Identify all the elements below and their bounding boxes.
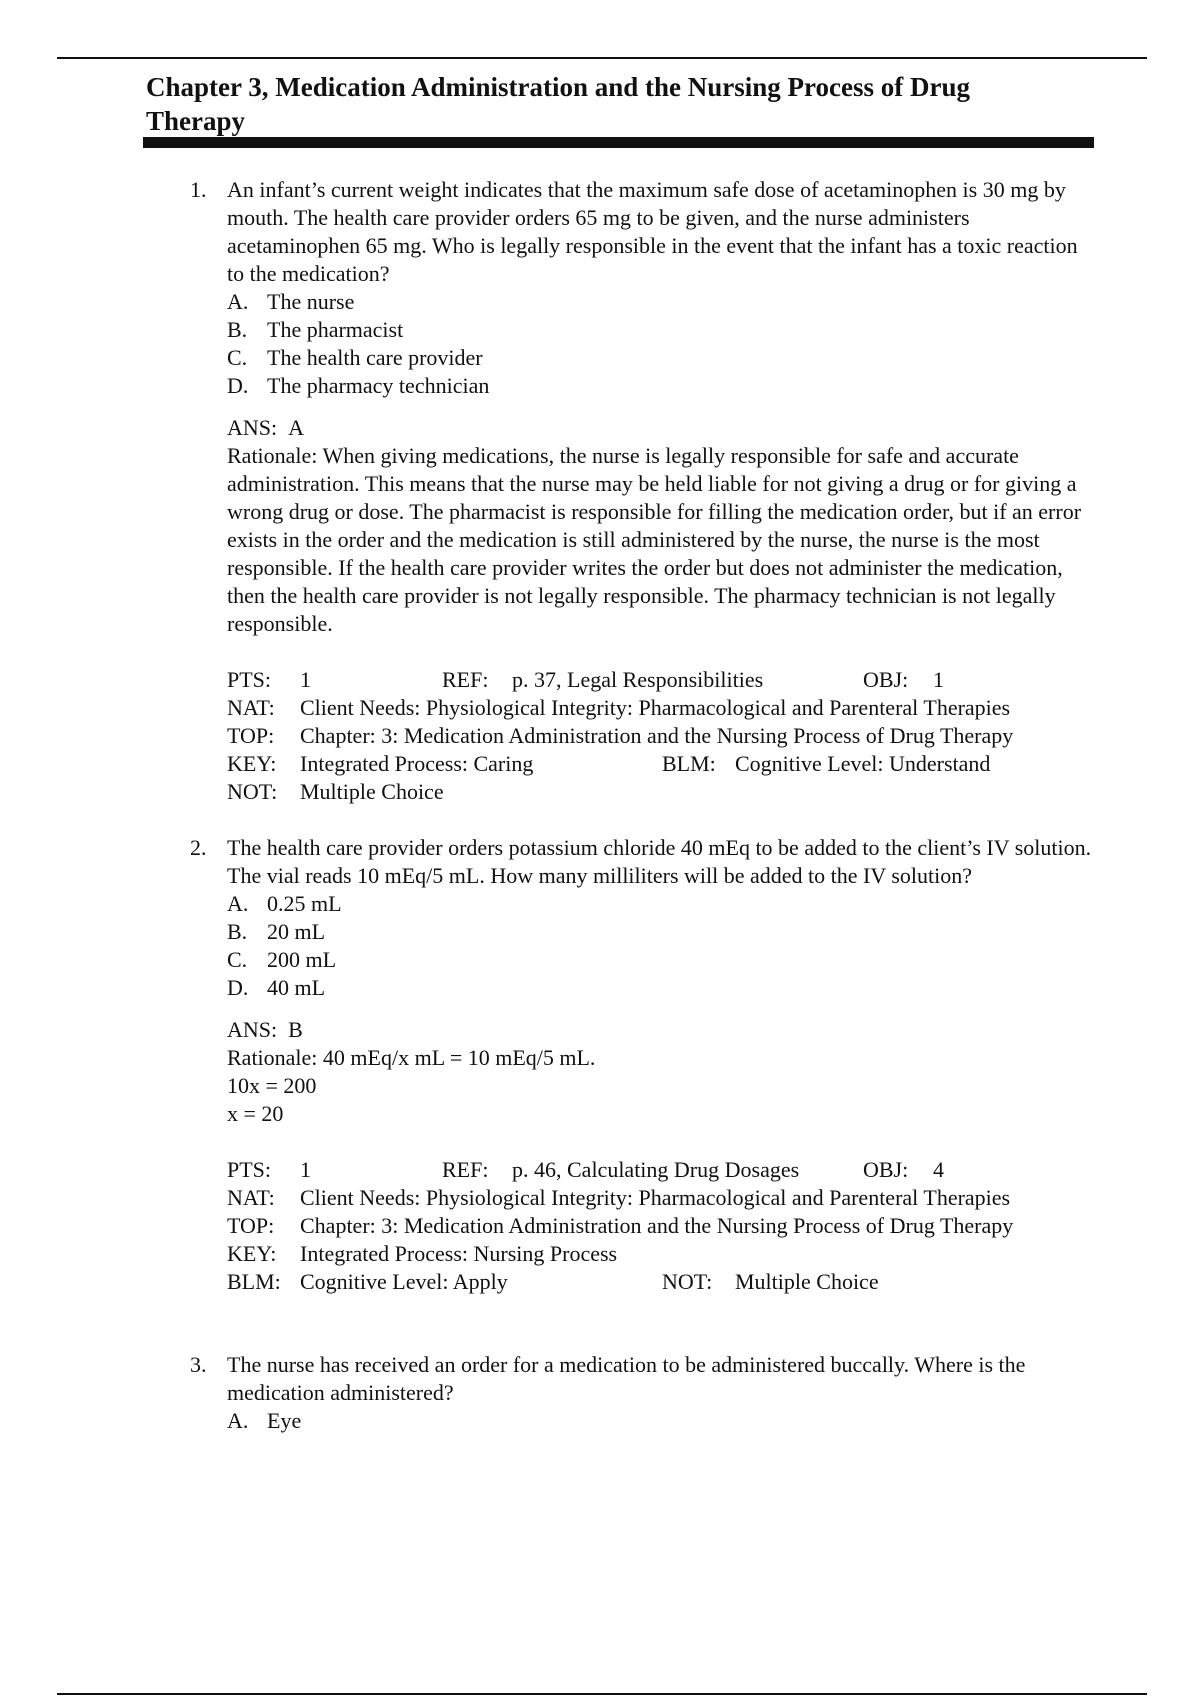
ref-value: p. 37, Legal Responsibilities — [512, 667, 764, 692]
key-value: Integrated Process: Nursing Process — [300, 1241, 618, 1266]
top-rule — [57, 57, 1147, 59]
answer-line: ANS: A — [227, 415, 305, 440]
top-value: Chapter: 3: Medication Administration and the Nursing Process of Drug Therapy — [300, 1213, 1014, 1238]
question-metadata: PTS: 1 REF: p. 37, Legal Responsibilities OBJ: 1 NAT: Client Needs: Physiological Integrity: Pharmacological and Parenteral Therapies TOP: Chapter: 3: Medication Administration and the Nursing Process of Drug Therapy KEY: Integrated Process: Caring BLM: Cognitive Level: Understand NOT: Multiple Choice — [227, 667, 1014, 804]
answer-options — [227, 288, 1097, 400]
question-stem: An infant’s current weight indicates that the maximum safe dose of acetaminophen is 30 mg by mouth. The health care provider orders 65 mg to be given, and the nurse administers acetaminophen 65 mg. Who is legally responsible in the event that the infant has a toxic reaction to the medication? — [227, 177, 1078, 286]
question-number: 1. — [190, 177, 207, 202]
obj-value: 4 — [933, 1157, 944, 1182]
question-stem: The health care provider orders potassium chloride 40 mEq to be added to the client’s IV solution. The vial reads 10 mEq/5 mL. How many milliliters will be added to the IV solution? — [227, 835, 1092, 888]
nat-value: Client Needs: Physiological Integrity: Pharmacological and Parenteral Therapies — [300, 695, 1011, 720]
title-underline-bar — [143, 137, 1094, 148]
rationale-line-1: Rationale: 40 mEq/x mL = 10 mEq/5 mL. — [227, 1045, 596, 1070]
option-d: D. The pharmacy technician — [227, 373, 490, 398]
nat-value: Client Needs: Physiological Integrity: Pharmacological and Parenteral Therapies — [300, 1185, 1011, 1210]
blm-value: Cognitive Level: Understand — [735, 751, 991, 776]
answer-value: A — [288, 415, 305, 440]
question-number: 3. — [190, 1352, 207, 1377]
blm-value: Cognitive Level: Apply — [300, 1269, 508, 1294]
not-value: Multiple Choice — [735, 1269, 879, 1294]
pts-value: 1 — [300, 1157, 311, 1182]
rationale-line-2: 10x = 200 — [227, 1073, 317, 1098]
obj-value: 1 — [933, 667, 944, 692]
key-value: Integrated Process: Caring — [300, 751, 534, 776]
option-a: A. Eye — [227, 1408, 302, 1433]
answer-options — [227, 890, 1097, 1002]
not-value: Multiple Choice — [300, 779, 444, 804]
answer-value: B — [288, 1017, 303, 1042]
bottom-rule — [57, 1693, 1147, 1695]
option-b: B. The pharmacist — [227, 317, 404, 342]
question-stem: The nurse has received an order for a medication to be administered buccally. Where is the medication administered? — [227, 1352, 1026, 1405]
option-d: D. 40 mL — [227, 975, 326, 1000]
ref-value: p. 46, Calculating Drug Dosages — [512, 1157, 800, 1182]
pts-value: 1 — [300, 667, 311, 692]
top-value: Chapter: 3: Medication Administration and the Nursing Process of Drug Therapy — [300, 723, 1014, 748]
rationale: Rationale: When giving medications, the nurse is legally responsible for safe and accurate administration. This means that the nurse may be held liable for not giving a drug or for giving a wrong drug or dose. The pharmacist is responsible for filling the medication order, but if an error exists in the order and the medication is still administered by the nurse, the nurse is the most responsible. If the health care provider writes the order but does not administer the medication, then the health care provider is not legally responsible. The pharmacy technician is not legally responsible. — [227, 443, 1082, 636]
option-a: A. 0.25 mL — [227, 891, 342, 916]
answer-options — [227, 1407, 1097, 1435]
option-b: B. 20 mL — [227, 919, 326, 944]
question-metadata: PTS: 1 REF: p. 46, Calculating Drug Dosages OBJ: 4 NAT: Client Needs: Physiological Integrity: Pharmacological and Parenteral Therapies TOP: Chapter: 3: Medication Administration and the Nursing Process of Drug Therapy KEY: Integrated Process: Nursing Process BLM: Cognitive Level: Apply NOT: Multiple Choice — [227, 1157, 1014, 1294]
answer-line: ANS: B — [227, 1017, 303, 1042]
page-title: Chapter 3, Medication Administration and the Nursing Process of Drug Therapy — [146, 72, 971, 136]
question-number: 2. — [190, 835, 207, 860]
rationale-line-3: x = 20 — [227, 1101, 284, 1126]
option-c: C. 200 mL — [227, 947, 337, 972]
option-a: A. The nurse — [227, 289, 355, 314]
option-c: C. The health care provider — [227, 345, 483, 370]
